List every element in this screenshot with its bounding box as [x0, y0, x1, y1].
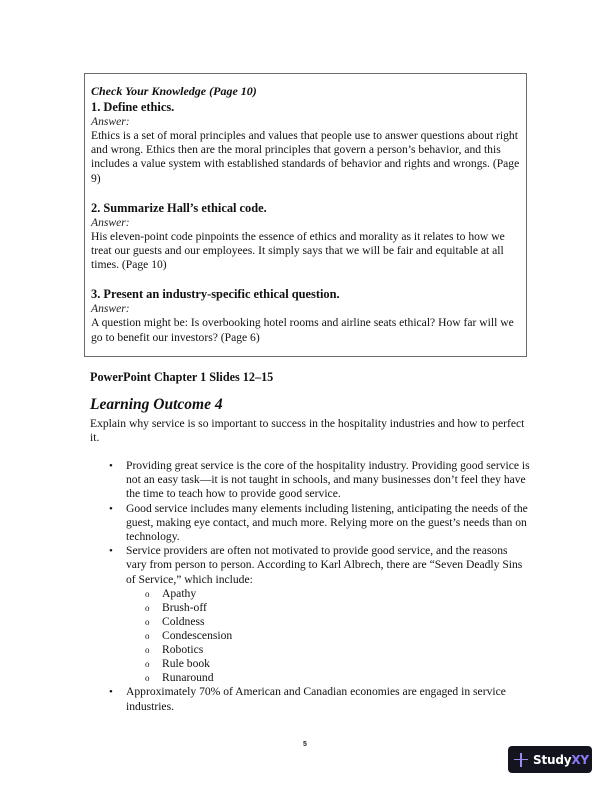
question-block-1	[91, 100, 520, 186]
learning-outcome-text: Explain why service is so important to success in the hospitality industries and how to perfect it.	[90, 417, 525, 445]
answer-label: Answer:	[91, 302, 130, 316]
circle-bullet-icon: o	[145, 631, 150, 642]
bullet-item	[90, 502, 530, 545]
bullet-item	[90, 459, 530, 502]
bullet-icon: •	[109, 686, 113, 699]
sub-bullet-text: Coldness	[162, 615, 205, 629]
circle-bullet-icon: o	[145, 673, 150, 684]
sub-bullet-item	[126, 629, 530, 643]
knowledge-box-title: Check Your Knowledge (Page 10)	[91, 84, 257, 98]
circle-bullet-icon: o	[145, 645, 150, 656]
bullet-item	[90, 685, 530, 713]
page-number: 5	[303, 741, 307, 748]
sub-bullet-item	[126, 643, 530, 657]
answer-text: Ethics is a set of moral principles and values that people use to answer questions about right and wrong. Ethics then are the moral principles that govern a person’s behavior, and this includes a value system with established standards of behavior and rights and wrongs. (Page 9)	[91, 129, 520, 185]
question-block-2	[91, 201, 520, 273]
question-heading: 2. Summarize Hall’s ethical code.	[91, 200, 267, 215]
sub-bullet-item	[126, 657, 530, 671]
bullet-item	[90, 544, 530, 685]
bullet-icon: •	[109, 545, 113, 558]
sub-bullet-item	[126, 671, 530, 685]
bullet-text: Providing great service is the core of the hospitality industry. Providing good service is not an easy task—it is not taught in schools, and many businesses don’t feel they have the time to teach how to provide good service.	[126, 459, 530, 501]
powerpoint-reference: PowerPoint Chapter 1 Slides 12–15	[90, 370, 274, 384]
badge-label	[533, 753, 589, 767]
sub-bullet-text: Robotics	[162, 643, 204, 657]
bullet-icon: •	[109, 460, 113, 472]
studyxy-badge[interactable]	[508, 746, 592, 773]
sub-bullet-item	[126, 615, 530, 629]
sub-bullet-item	[126, 601, 530, 615]
bullet-icon: •	[109, 502, 113, 515]
sub-bullet-text: Apathy	[162, 586, 197, 600]
deadly-sins-list	[126, 587, 530, 686]
answer-text: A question might be: Is overbooking hotel rooms and airline seats ethical? How far will we go to benefit our investors? (Page 6)	[91, 316, 514, 344]
bullet-text: Good service includes many elements including listening, anticipating the needs of the guest, making eye contact, and much more. Relying more on the guest’s needs than on technology.	[126, 501, 528, 544]
bullet-list	[90, 459, 530, 714]
circle-bullet-icon: o	[145, 588, 150, 599]
check-your-knowledge-box	[84, 73, 527, 357]
learning-outcome-title: Learning Outcome 4	[90, 396, 223, 413]
question-heading: 1. Define ethics.	[91, 100, 175, 114]
badge-label-main: Study	[533, 752, 572, 767]
badge-label-accent: XY	[571, 752, 589, 767]
plus-icon	[514, 753, 528, 767]
question-block-3	[91, 287, 520, 344]
circle-bullet-icon: o	[145, 602, 150, 613]
question-heading: 3. Present an industry-specific ethical question.	[91, 287, 340, 302]
answer-label: Answer:	[91, 215, 130, 229]
sub-bullet-text: Condescension	[162, 629, 233, 643]
sub-bullet-text: Runaround	[162, 671, 214, 685]
bullet-text: Service providers are often not motivated to provide good service, and the reasons vary from person to person. According to Karl Albrech, there are “Seven Deadly Sins of Service,” which include:	[126, 544, 523, 586]
answer-text: His eleven-point code pinpoints the essence of ethics and morality as it relates to how we treat our guests and our employees. It simply says that we will be fair and equitable at all times. (Page 10)	[91, 229, 505, 272]
sub-bullet-text: Rule book	[162, 657, 210, 671]
bullet-text: Approximately 70% of American and Canadian economies are engaged in service industries.	[126, 685, 506, 713]
sub-bullet-text: Brush-off	[162, 600, 207, 614]
circle-bullet-icon: o	[145, 659, 150, 670]
sub-bullet-item	[126, 587, 530, 601]
answer-label: Answer:	[91, 115, 130, 128]
circle-bullet-icon: o	[145, 617, 150, 628]
